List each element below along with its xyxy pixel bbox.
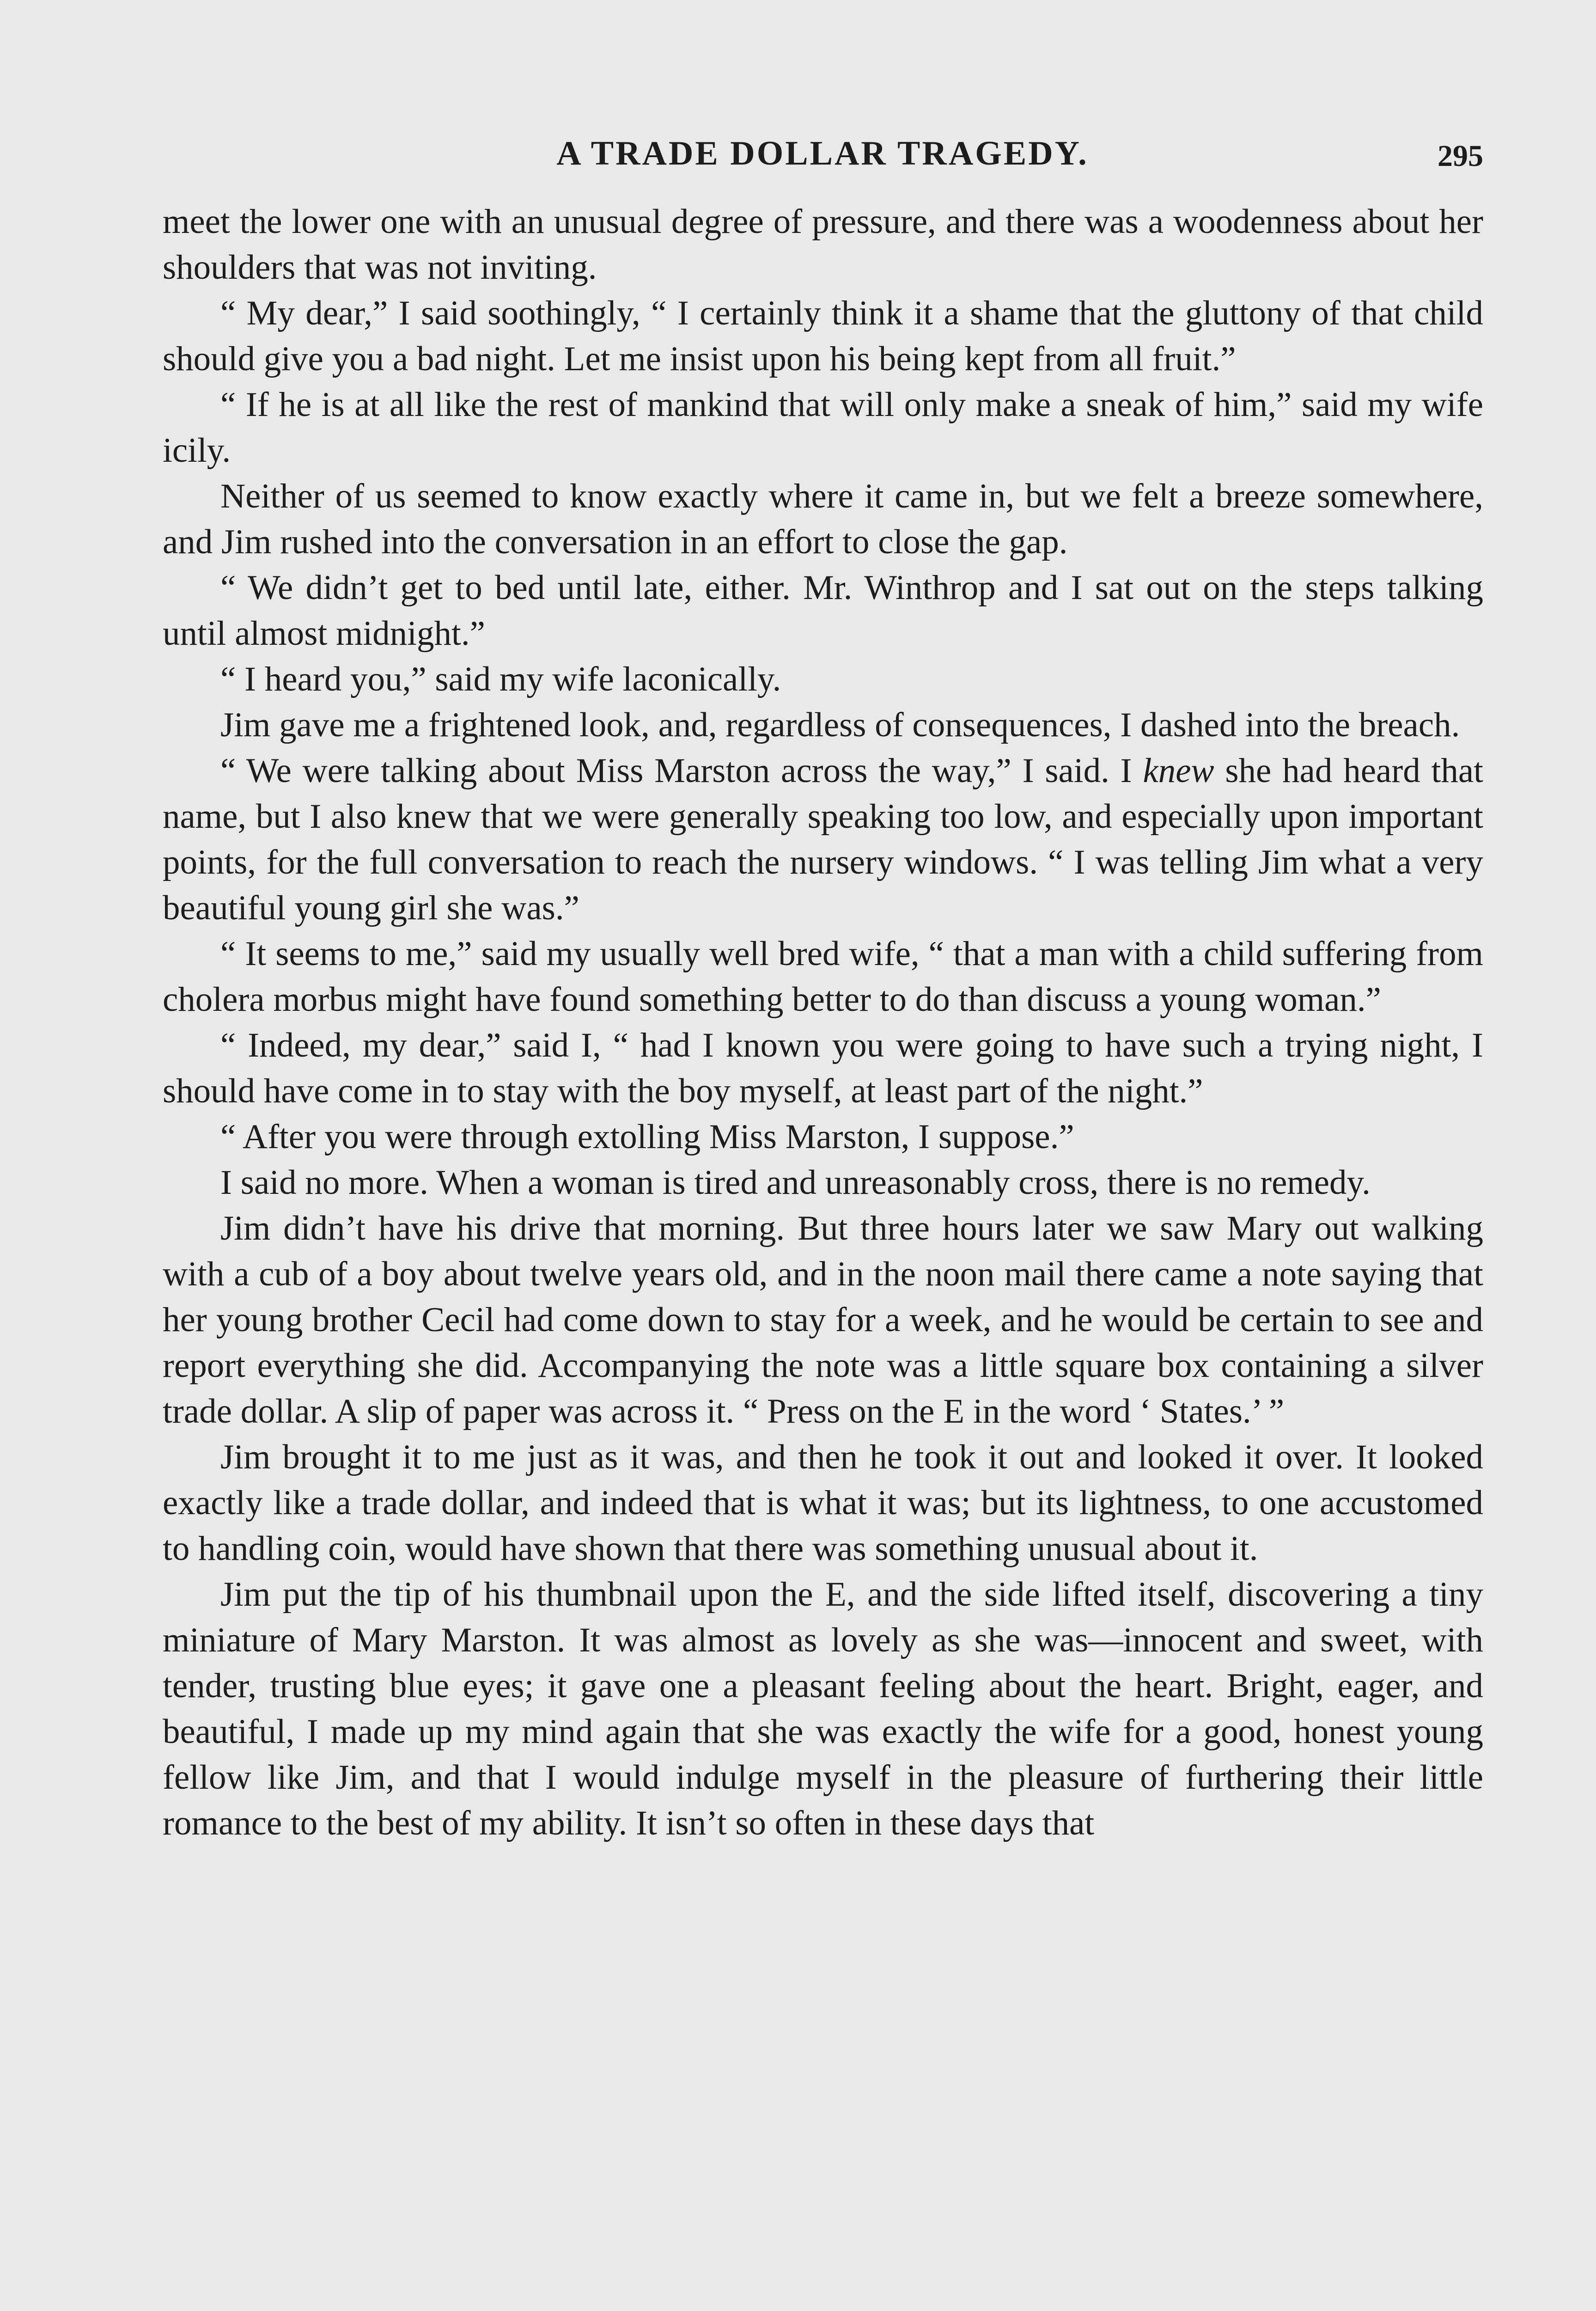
page-number: 295 [1438, 139, 1483, 173]
paragraph: “ If he is at all like the rest of mankind that will only make a sneak of him,” said my wife icily. [163, 385, 1483, 470]
paragraph [163, 748, 1483, 931]
paragraph-text: she had heard that name, but I also knew that we were generally speaking too low, and especially upon important points, for the full conversation to reach the nursery windows. “ I was telling Jim what a very beautiful young girl she was.” [163, 752, 1483, 927]
body-text [163, 199, 1483, 1846]
paragraph: “ After you were through extolling Miss Marston, I suppose.” [220, 1118, 1074, 1156]
paragraph: meet the lower one with an unusual degree of pressure, and there was a woodenness about her shoulders that was not inviting. [163, 202, 1483, 287]
paragraph: “ It seems to me,” said my usually well bred wife, “ that a man with a child suffering from cholera morbus might have found something better to do than discuss a young woman.” [163, 935, 1483, 1019]
paragraph-text: “ We were talking about Miss Marston across the way,” I said. I [220, 752, 1143, 790]
paragraph: “ We didn’t get to bed until late, either. Mr. Winthrop and I sat out on the steps talking until almost midnight.” [163, 569, 1483, 653]
paragraph: “ My dear,” I said soothingly, “ I certainly think it a shame that the gluttony of that child should give you a bad night. Let me insist upon his being kept from all fruit.” [163, 294, 1483, 378]
paragraph: Neither of us seemed to know exactly where it came in, but we felt a breeze somewhere, and Jim rushed into the conversation in an effort to close the gap. [163, 477, 1483, 561]
paragraph: “ I heard you,” said my wife laconically. [220, 660, 781, 698]
emphasis-text: knew [1143, 752, 1214, 790]
paragraph: Jim brought it to me just as it was, and then he took it out and looked it over. It looked exactly like a trade dollar, and indeed that is what it was; but its lightness, to one accustomed to handling coin, would have shown that there was something unusual about it. [163, 1438, 1483, 1568]
running-head [162, 134, 1483, 185]
paragraph: Jim gave me a frightened look, and, regardless of consequences, I dashed into the breach. [220, 706, 1460, 744]
page-title: A TRADE DOLLAR TRAGEDY. [556, 135, 1089, 172]
paragraph: Jim put the tip of his thumbnail upon the E, and the side lifted itself, discovering a tiny miniature of Mary Marston. It was almost as lovely as she was—innocent and sweet, with tender, trusting blue eyes; it gave one a pleasant feeling about the heart. Bright, eager, and beautiful, I made up my mind again that she was exactly the wife for a good, honest young fellow like Jim, and that I would indulge myself in the pleasure of furthering their little romance to the best of my ability. It isn’t so often in these days that [163, 1575, 1483, 1842]
paragraph: “ Indeed, my dear,” said I, “ had I known you were going to have such a trying night, I should have come in to stay with the boy myself, at least part of the night.” [163, 1026, 1483, 1110]
paragraph: Jim didn’t have his drive that morning. But three hours later we saw Mary out walking with a cub of a boy about twelve years old, and in the noon mail there came a note saying that her young brother Cecil had come down to stay for a week, and he would be certain to see and report everything she did. Accompanying the note was a little square box containing a silver trade dollar. A slip of paper was across it. “ Press on the E in the word ‘ States.’ ” [163, 1209, 1483, 1431]
paragraph: I said no more. When a woman is tired and unreasonably cross, there is no remedy. [220, 1163, 1371, 1202]
